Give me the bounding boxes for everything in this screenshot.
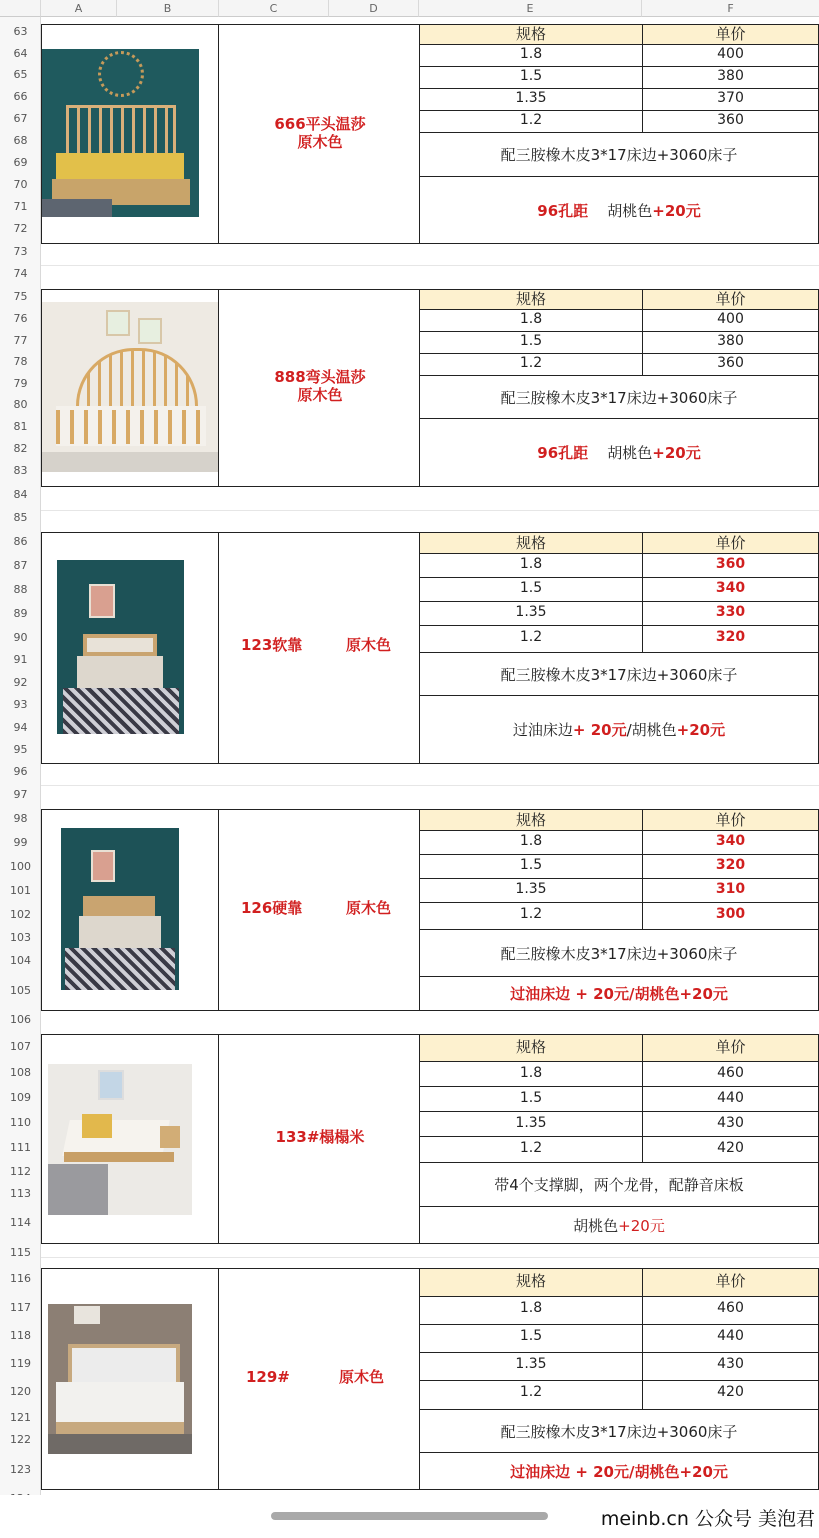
bed-photo-126[interactable] <box>61 828 179 990</box>
row-number[interactable]: 106 <box>10 1013 31 1026</box>
bottom-bar <box>0 1495 819 1538</box>
spec-cell[interactable]: 1.2 <box>419 353 643 376</box>
spec-note[interactable]: 配三胺橡木皮3*17床边+3060床子 <box>419 652 819 696</box>
watermark-text: meinb.cn 公众号 美泡君 <box>600 1508 815 1530</box>
row-number[interactable]: 85 <box>13 511 28 524</box>
row-number[interactable]: 83 <box>13 464 28 477</box>
row-number[interactable]: 99 <box>13 836 28 849</box>
option-walnut: 胡桃色 <box>607 201 653 220</box>
home-indicator[interactable] <box>271 1512 548 1520</box>
row-number[interactable]: 90 <box>13 631 28 644</box>
row-number[interactable]: 65 <box>13 68 28 81</box>
price-header[interactable]: 单价 <box>642 809 819 831</box>
row-number[interactable]: 76 <box>13 312 28 325</box>
row-number[interactable]: 68 <box>13 134 28 147</box>
row-number[interactable]: 71 <box>13 200 28 213</box>
grid-line <box>41 510 819 511</box>
price-cell[interactable]: 370 <box>642 88 819 111</box>
price-cell[interactable]: 420 <box>642 1136 819 1163</box>
row-number[interactable]: 94 <box>13 721 28 734</box>
column-header-f[interactable]: F <box>642 0 819 17</box>
option-note[interactable]: 过油床边 + 20元/胡桃色+20元 <box>419 976 819 1011</box>
row-number[interactable]: 75 <box>13 290 28 303</box>
spec-note[interactable]: 带4个支撑脚，两个龙骨，配静音床板 <box>419 1162 819 1207</box>
grid-line <box>41 1257 819 1258</box>
row-number[interactable]: 122 <box>10 1433 31 1446</box>
row-number[interactable]: 112 <box>10 1165 31 1178</box>
spec-header[interactable]: 规格 <box>419 1268 643 1297</box>
grid-line <box>41 785 819 786</box>
spec-header[interactable]: 规格 <box>419 24 643 45</box>
row-number[interactable]: 118 <box>10 1329 31 1342</box>
row-number[interactable]: 91 <box>13 653 28 666</box>
product-image-cell[interactable] <box>41 289 219 487</box>
spec-cell[interactable]: 1.35 <box>419 1352 643 1381</box>
spec-header[interactable]: 规格 <box>419 532 643 554</box>
row-number[interactable]: 93 <box>13 698 28 711</box>
price-cell[interactable]: 420 <box>642 1380 819 1410</box>
price-cell[interactable]: 360 <box>642 553 819 578</box>
row-number[interactable]: 70 <box>13 178 28 191</box>
row-number[interactable]: 101 <box>10 884 31 897</box>
spec-cell[interactable]: 1.5 <box>419 1086 643 1112</box>
spec-note[interactable]: 配三胺橡木皮3*17床边+3060床子 <box>419 132 819 177</box>
row-number[interactable]: 78 <box>13 355 28 368</box>
row-number[interactable]: 69 <box>13 156 28 169</box>
spec-cell[interactable]: 1.2 <box>419 1380 643 1410</box>
row-number[interactable]: 97 <box>13 788 28 801</box>
row-number[interactable]: 104 <box>10 954 31 967</box>
price-header[interactable]: 单价 <box>642 532 819 554</box>
spec-cell[interactable]: 1.8 <box>419 1296 643 1325</box>
product-image-cell[interactable] <box>41 1034 219 1244</box>
spec-header[interactable]: 规格 <box>419 809 643 831</box>
product-image-cell[interactable] <box>41 809 219 1011</box>
row-number[interactable]: 77 <box>13 334 28 347</box>
spec-cell[interactable]: 1.8 <box>419 309 643 332</box>
spec-cell[interactable]: 1.5 <box>419 66 643 89</box>
row-number[interactable]: 107 <box>10 1040 31 1053</box>
row-number[interactable]: 96 <box>13 765 28 778</box>
bed-photo-129[interactable] <box>48 1304 192 1454</box>
option-walnut: 胡桃色 <box>607 444 653 462</box>
price-cell[interactable]: 430 <box>642 1111 819 1137</box>
price-cell[interactable]: 330 <box>642 601 819 626</box>
option-walnut: /胡桃色 <box>626 721 677 739</box>
spec-header[interactable]: 规格 <box>419 289 643 310</box>
option-price: + 20元 <box>572 721 627 739</box>
option-note[interactable] <box>419 176 819 244</box>
price-cell[interactable]: 360 <box>642 353 819 376</box>
price-cell[interactable]: 380 <box>642 331 819 354</box>
spec-cell[interactable]: 1.8 <box>419 830 643 855</box>
row-number[interactable]: 103 <box>10 931 31 944</box>
row-number[interactable]: 111 <box>10 1141 31 1154</box>
price-cell[interactable]: 440 <box>642 1324 819 1353</box>
option-hole-spacing: 96孔距 <box>537 201 589 220</box>
bed-photo-666[interactable] <box>42 49 199 217</box>
row-number[interactable]: 81 <box>13 420 28 433</box>
spec-cell[interactable]: 1.5 <box>419 854 643 879</box>
row-number[interactable]: 123 <box>10 1463 31 1476</box>
product-title: 888弯头温莎 原木色 <box>274 368 366 404</box>
row-number[interactable]: 95 <box>13 743 28 756</box>
option-note[interactable] <box>419 418 819 487</box>
row-number[interactable]: 113 <box>10 1187 31 1200</box>
product-title: 666平头温莎 原木色 <box>274 115 366 151</box>
option-note[interactable] <box>419 1206 819 1244</box>
column-header-d[interactable]: D <box>329 0 419 17</box>
spec-cell[interactable]: 1.35 <box>419 878 643 903</box>
price-header[interactable]: 单价 <box>642 289 819 310</box>
row-number[interactable]: 72 <box>13 222 28 235</box>
spec-note[interactable]: 配三胺橡木皮3*17床边+3060床子 <box>419 1409 819 1453</box>
row-number[interactable]: 64 <box>13 47 28 60</box>
row-number[interactable]: 116 <box>10 1272 31 1285</box>
row-number[interactable]: 84 <box>13 488 28 501</box>
price-header[interactable]: 单价 <box>642 24 819 45</box>
option-walnut: 胡桃色 <box>573 1216 619 1235</box>
price-header[interactable]: 单价 <box>642 1268 819 1297</box>
product-image-cell[interactable] <box>41 532 219 764</box>
price-cell[interactable]: 430 <box>642 1352 819 1381</box>
price-cell[interactable]: 380 <box>642 66 819 89</box>
option-price: +20元 <box>618 1216 665 1235</box>
spec-cell[interactable]: 1.8 <box>419 553 643 578</box>
spec-note[interactable]: 配三胺橡木皮3*17床边+3060床子 <box>419 375 819 419</box>
row-number[interactable]: 87 <box>13 559 28 572</box>
price-cell[interactable]: 360 <box>642 110 819 133</box>
price-cell[interactable]: 320 <box>642 854 819 879</box>
spec-cell[interactable]: 1.35 <box>419 1111 643 1137</box>
price-cell[interactable]: 440 <box>642 1086 819 1112</box>
row-number[interactable]: 92 <box>13 676 28 689</box>
row-number[interactable]: 89 <box>13 607 28 620</box>
row-number[interactable]: 102 <box>10 908 31 921</box>
row-number[interactable]: 115 <box>10 1246 31 1259</box>
spec-note[interactable]: 配三胺橡木皮3*17床边+3060床子 <box>419 929 819 977</box>
row-number[interactable]: 110 <box>10 1116 31 1129</box>
row-number[interactable]: 66 <box>13 90 28 103</box>
row-number[interactable]: 98 <box>13 812 28 825</box>
spec-cell[interactable]: 1.35 <box>419 601 643 626</box>
price-cell[interactable]: 340 <box>642 830 819 855</box>
row-number[interactable]: 114 <box>10 1216 31 1229</box>
row-number[interactable]: 121 <box>10 1411 31 1424</box>
option-note[interactable] <box>419 695 819 764</box>
spec-cell[interactable]: 1.2 <box>419 110 643 133</box>
row-number[interactable]: 120 <box>10 1385 31 1398</box>
corner-cell[interactable] <box>0 0 41 17</box>
spec-cell[interactable]: 1.8 <box>419 44 643 67</box>
spec-cell[interactable]: 1.5 <box>419 331 643 354</box>
spec-cell[interactable]: 1.35 <box>419 88 643 111</box>
row-number[interactable]: 105 <box>10 984 31 997</box>
option-price: +20元 <box>652 201 701 220</box>
column-header-c[interactable]: C <box>219 0 329 17</box>
option-price: +20元 <box>676 721 726 739</box>
spec-cell[interactable]: 1.2 <box>419 1136 643 1163</box>
row-number[interactable]: 119 <box>10 1357 31 1370</box>
row-number[interactable]: 63 <box>13 25 28 38</box>
grid-line <box>41 265 819 266</box>
row-number[interactable]: 86 <box>13 535 28 548</box>
product-image-cell[interactable] <box>41 1268 219 1490</box>
column-header-a[interactable]: A <box>41 0 117 17</box>
product-title: 133#榻榻米 <box>275 1128 365 1146</box>
option-oil-edge: 过油床边 <box>512 721 573 739</box>
column-header-b[interactable]: B <box>117 0 219 17</box>
price-cell[interactable]: 460 <box>642 1061 819 1087</box>
row-number[interactable]: 108 <box>10 1066 31 1079</box>
row-number[interactable]: 79 <box>13 377 28 390</box>
price-cell[interactable]: 300 <box>642 902 819 930</box>
row-number[interactable]: 88 <box>13 583 28 596</box>
row-number[interactable]: 100 <box>10 860 31 873</box>
bed-photo-888[interactable] <box>42 302 219 472</box>
price-cell[interactable]: 310 <box>642 878 819 903</box>
column-header-e[interactable]: E <box>419 0 642 17</box>
price-cell[interactable]: 400 <box>642 44 819 67</box>
option-note[interactable]: 过油床边 + 20元/胡桃色+20元 <box>419 1452 819 1490</box>
spec-cell[interactable]: 1.5 <box>419 1324 643 1353</box>
spec-cell[interactable]: 1.5 <box>419 577 643 602</box>
row-number[interactable]: 109 <box>10 1091 31 1104</box>
spec-cell[interactable]: 1.2 <box>419 625 643 653</box>
spec-cell[interactable]: 1.2 <box>419 902 643 930</box>
spec-header[interactable]: 规格 <box>419 1034 643 1062</box>
row-number[interactable]: 82 <box>13 442 28 455</box>
option-hole-spacing: 96孔距 <box>537 444 589 462</box>
spec-cell[interactable]: 1.8 <box>419 1061 643 1087</box>
row-number[interactable]: 67 <box>13 112 28 125</box>
price-cell[interactable]: 460 <box>642 1296 819 1325</box>
row-number[interactable]: 73 <box>13 245 28 258</box>
row-number[interactable]: 80 <box>13 398 28 411</box>
bed-photo-123[interactable] <box>57 560 184 734</box>
price-cell[interactable]: 340 <box>642 577 819 602</box>
product-image-cell[interactable] <box>41 24 219 244</box>
price-cell[interactable]: 320 <box>642 625 819 653</box>
price-cell[interactable]: 400 <box>642 309 819 332</box>
price-header[interactable]: 单价 <box>642 1034 819 1062</box>
bed-photo-133[interactable] <box>48 1064 192 1215</box>
row-number[interactable]: 74 <box>13 267 28 280</box>
row-number[interactable]: 117 <box>10 1301 31 1314</box>
option-price: +20元 <box>652 444 701 462</box>
